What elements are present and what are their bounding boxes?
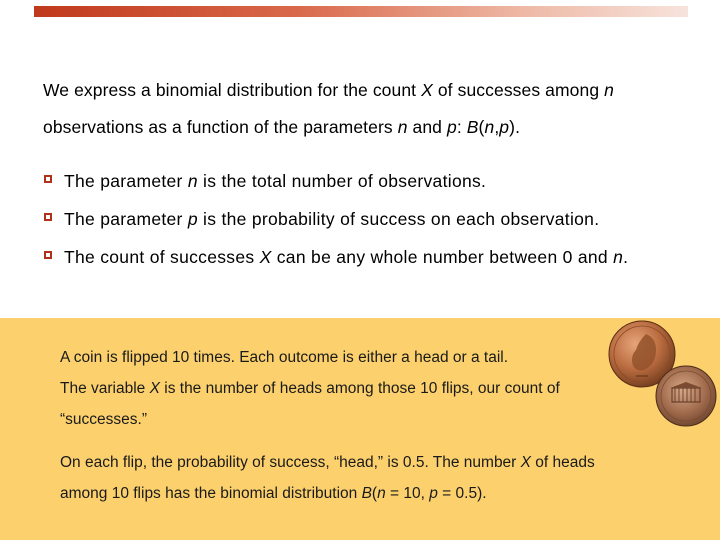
example-text-run: of heads among 10 flips has the binomial distribution bbox=[60, 454, 595, 502]
bullet-text: can be any whole number between 0 and bbox=[271, 247, 614, 267]
example-text bbox=[60, 342, 640, 509]
example-text-run: = 0.5). bbox=[437, 485, 487, 502]
square-bullet-icon bbox=[44, 213, 52, 221]
intro-text: We express a binomial distribution for the count bbox=[43, 80, 422, 100]
intro-text: ( bbox=[478, 117, 485, 137]
example-text-run: ( bbox=[371, 485, 378, 502]
intro-text: of successes among bbox=[432, 80, 605, 100]
intro-var: X bbox=[421, 80, 433, 100]
example-text-run: = 10, bbox=[385, 485, 430, 502]
example-var: p bbox=[429, 485, 438, 502]
bullet-text: . bbox=[623, 247, 629, 267]
intro-text: and bbox=[407, 117, 447, 137]
penny-coins-icon bbox=[606, 318, 720, 428]
title-accent-bar bbox=[34, 6, 688, 17]
parameter-list bbox=[44, 162, 704, 276]
intro-var: n bbox=[484, 117, 495, 137]
intro-text: ). bbox=[509, 117, 521, 137]
bullet-var: p bbox=[187, 209, 198, 229]
example-var: B bbox=[361, 485, 372, 502]
bullet-text: is the total number of observations. bbox=[197, 171, 487, 191]
example-text-run: On each flip, the probability of success, “head,” is 0.5. The number bbox=[60, 454, 521, 471]
intro-var: n bbox=[604, 80, 614, 100]
intro-text: , bbox=[494, 117, 500, 137]
bullet-var: n bbox=[613, 247, 624, 267]
list-item bbox=[44, 162, 704, 200]
example-text-run: The variable bbox=[60, 380, 150, 397]
list-item bbox=[44, 238, 704, 276]
square-bullet-icon bbox=[44, 175, 52, 183]
intro-var: n bbox=[397, 117, 408, 137]
bullet-var: n bbox=[187, 171, 198, 191]
example-text-run: is the number of heads among those 10 flips, our count of “successes.” bbox=[60, 380, 560, 428]
example-box bbox=[0, 318, 720, 540]
intro-var: p bbox=[499, 117, 510, 137]
example-var: X bbox=[149, 380, 160, 397]
intro-text: observations as a function of the parameters bbox=[43, 117, 398, 137]
intro-text: : bbox=[456, 117, 467, 137]
list-item bbox=[44, 200, 704, 238]
example-var: X bbox=[520, 454, 531, 471]
intro-var: p bbox=[446, 117, 457, 137]
example-paragraph-2 bbox=[60, 373, 640, 435]
bullet-text: The count of successes bbox=[64, 247, 260, 267]
bullet-text: The parameter bbox=[64, 209, 188, 229]
bullet-text: is the probability of success on each observation. bbox=[197, 209, 600, 229]
intro-var: B bbox=[466, 117, 479, 137]
example-var: n bbox=[377, 485, 386, 502]
intro-paragraph bbox=[43, 72, 703, 146]
penny-back-icon bbox=[656, 366, 716, 426]
bullet-text: The parameter bbox=[64, 171, 188, 191]
square-bullet-icon bbox=[44, 251, 52, 259]
example-paragraph-3 bbox=[60, 447, 640, 509]
bullet-var: X bbox=[259, 247, 272, 267]
example-line-1: A coin is flipped 10 times. Each outcome is either a head or a tail. bbox=[60, 349, 509, 366]
